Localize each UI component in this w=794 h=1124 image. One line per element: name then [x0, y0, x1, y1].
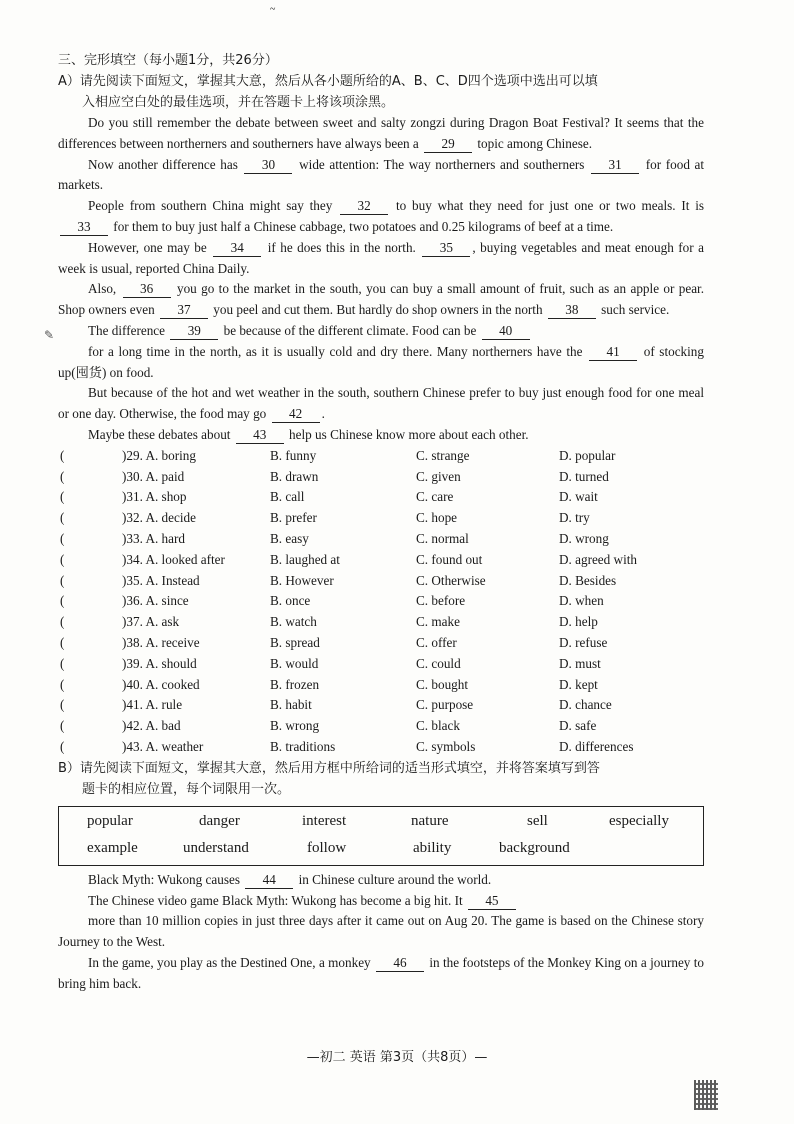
blank-34: 34: [213, 240, 261, 257]
answer-paren: (: [60, 468, 65, 484]
passage-text: you peel and cut them. But hardly do shop owners in the north: [213, 302, 543, 318]
answer-paren: (: [60, 489, 65, 505]
question-option-a: )32. A. decide: [122, 510, 196, 526]
blank-30: 30: [244, 157, 292, 174]
blank-40: 40: [482, 323, 530, 340]
passage-paragraph-2: [58, 155, 704, 197]
question-option-b: B. traditions: [270, 738, 336, 754]
question-option-a: )34. A. looked after: [122, 551, 225, 567]
question-option-d: D. wrong: [559, 530, 609, 546]
word-box-item: sell: [527, 812, 548, 829]
question-option-b: B. watch: [270, 614, 317, 630]
question-option-d: D. kept: [559, 676, 598, 692]
word-box-item: example: [87, 839, 138, 856]
question-option-d: D. safe: [559, 718, 597, 734]
passage-b-line-2: [58, 891, 704, 912]
question-option-c: C. could: [416, 655, 461, 671]
question-option-a: )40. A. cooked: [122, 676, 200, 692]
exam-page: [58, 50, 704, 994]
passage-text: topic among Chinese.: [477, 135, 593, 151]
passage-text: Maybe these debates about: [88, 426, 231, 442]
question-option-a: )30. A. paid: [122, 468, 185, 484]
question-option-c: C. strange: [416, 447, 470, 463]
passage-paragraph-4: [58, 238, 704, 280]
question-option-c: C. purpose: [416, 697, 474, 713]
question-option-c: C. before: [416, 593, 466, 609]
question-row: [58, 633, 704, 654]
question-row: [58, 550, 704, 571]
word-box-item: background: [499, 839, 570, 856]
section-title: 三、完形填空（每小题1分，共26分）: [58, 53, 278, 68]
passage-text: In the game, you play as the Destined One, a monkey: [88, 954, 371, 970]
question-row: [58, 716, 704, 737]
part-a-instruction-line1: A）请先阅读下面短文，掌握其大意，然后从各小题所给的A、B、C、D四个选项中选出可以填: [58, 74, 598, 89]
question-option-c: C. symbols: [416, 738, 476, 754]
word-box-item: especially: [609, 812, 669, 829]
question-option-c: C. care: [416, 489, 454, 505]
question-option-d: D. must: [559, 655, 601, 671]
question-option-a: )38. A. receive: [122, 634, 200, 650]
question-list: [58, 446, 704, 758]
question-option-a: )35. A. Instead: [122, 572, 200, 588]
question-option-c: C. bought: [416, 676, 469, 692]
question-row: [58, 737, 704, 758]
passage-text: People from southern China might say they: [88, 198, 333, 214]
question-option-d: D. agreed with: [559, 551, 637, 567]
question-option-b: B. funny: [270, 447, 317, 463]
passage-paragraph-8: [58, 383, 704, 425]
passage-text: in Chinese culture around the world.: [298, 871, 492, 887]
question-option-b: B. call: [270, 489, 305, 505]
blank-32: 32: [340, 198, 388, 215]
question-option-d: D. popular: [559, 447, 616, 463]
passage-text: to buy what they need for just one or two meals. It is: [395, 198, 705, 214]
question-option-c: C. make: [416, 614, 460, 630]
passage-text: Do you still remember the debate between sweet and salty zongzi during Dragon Boat Festival? It seems that the differences between northerners and southerners have always been a: [58, 115, 704, 151]
question-option-b: B. easy: [270, 530, 309, 546]
passage-text: if he does this in the north.: [267, 239, 416, 255]
passage-text: in the footsteps of the Monkey King on a journey to bring him back.: [58, 954, 705, 991]
question-option-c: C. given: [416, 468, 461, 484]
passage-text: help us Chinese know more about each other.: [289, 426, 529, 442]
question-row: [58, 571, 704, 592]
blank-31: 31: [591, 157, 639, 174]
question-option-c: C. hope: [416, 510, 458, 526]
answer-paren: (: [60, 738, 65, 754]
question-option-b: B. However: [270, 572, 334, 588]
passage-text: for a long time in the north, as it is usually cold and dry there. Many northerners have the: [88, 343, 583, 359]
question-option-d: D. refuse: [559, 634, 608, 650]
word-box: [58, 806, 704, 866]
question-option-b: B. would: [270, 655, 319, 671]
question-option-a: )36. A. since: [122, 593, 189, 609]
blank-37: 37: [160, 302, 208, 319]
answer-paren: (: [60, 593, 65, 609]
blank-45: 45: [468, 893, 516, 910]
question-option-b: B. prefer: [270, 510, 317, 526]
blank-38: 38: [548, 302, 596, 319]
question-option-c: C. offer: [416, 634, 457, 650]
top-mark: ~: [270, 4, 276, 15]
answer-paren: (: [60, 551, 65, 567]
question-row: [58, 675, 704, 696]
question-row: [58, 508, 704, 529]
passage-paragraph-1: [58, 113, 704, 155]
passage-text: of stocking up(囤货) on food.: [58, 343, 704, 380]
passage-text: The difference: [88, 322, 165, 338]
word-box-item: follow: [307, 839, 347, 856]
question-option-d: D. chance: [559, 697, 612, 713]
word-box-item: ability: [413, 839, 452, 856]
blank-43: 43: [236, 427, 284, 444]
word-box-item: understand: [183, 839, 249, 856]
question-option-b: B. wrong: [270, 718, 320, 734]
question-row: [58, 446, 704, 467]
question-row: [58, 529, 704, 550]
word-box-item: interest: [302, 812, 347, 829]
answer-paren: (: [60, 655, 65, 671]
question-option-a: )37. A. ask: [122, 614, 180, 630]
answer-paren: (: [60, 634, 65, 650]
question-option-b: B. once: [270, 593, 311, 609]
question-option-a: )39. A. should: [122, 655, 197, 671]
page-footer: —初二 英语 第3页（共8页）—: [306, 1050, 488, 1065]
passage-paragraph-5: [58, 279, 704, 321]
question-option-d: D. differences: [559, 738, 634, 754]
passage-text: .: [321, 406, 325, 422]
pen-mark-icon: ✎: [44, 328, 55, 342]
passage-text: such service.: [601, 302, 670, 318]
answer-paren: (: [60, 676, 65, 692]
question-option-a: )29. A. boring: [122, 447, 196, 463]
passage-b-line-4: [58, 953, 704, 995]
answer-paren: (: [60, 697, 65, 713]
answer-paren: (: [60, 447, 65, 463]
question-option-c: C. normal: [416, 530, 469, 546]
passage-text: Black Myth: Wukong causes: [88, 871, 240, 887]
passage-paragraph-3: [58, 196, 704, 238]
blank-46: 46: [376, 955, 424, 972]
blank-29: 29: [424, 136, 472, 153]
question-row: [58, 695, 704, 716]
question-option-d: D. help: [559, 614, 598, 630]
blank-33: 33: [60, 219, 108, 236]
passage-paragraph-6: [58, 321, 704, 342]
passage-text: more than 10 million copies in just three days after it came out on Aug 20. The game is based on the Chinese story Journey to the West.: [58, 913, 704, 950]
question-option-a: )31. A. shop: [122, 489, 187, 505]
part-a-instruction: [58, 71, 704, 113]
passage-text: But because of the hot and wet weather in the south, southern Chinese prefer to buy just enough food for one meal or one day. Otherwise, the food may go: [58, 385, 704, 422]
question-row: [58, 612, 704, 633]
question-option-a: )33. A. hard: [122, 530, 185, 546]
blank-42: 42: [272, 406, 320, 423]
question-row: [58, 591, 704, 612]
question-option-d: D. wait: [559, 489, 598, 505]
question-option-c: C. black: [416, 718, 460, 734]
passage-text: be because of the different climate. Food can be: [223, 322, 477, 338]
question-option-d: D. Besides: [559, 572, 617, 588]
question-option-a: )41. A. rule: [122, 697, 183, 713]
part-a-instruction-line2: 入相应空白处的最佳选项，并在答题卡上将该项涂黑。: [82, 95, 395, 110]
qr-code-icon: [694, 1080, 718, 1110]
passage-text: Also,: [88, 281, 117, 297]
question-option-b: B. frozen: [270, 676, 320, 692]
question-option-b: B. drawn: [270, 468, 319, 484]
passage-text: The Chinese video game Black Myth: Wukong has become a big hit. It: [88, 892, 463, 908]
answer-paren: (: [60, 530, 65, 546]
passage-text: you go to the market in the south, you can buy a small amount of fruit, such as an apple or pear. Shop owners even: [58, 281, 705, 318]
passage-b-line-1: [58, 870, 704, 891]
answer-paren: (: [60, 510, 65, 526]
blank-44: 44: [245, 872, 293, 889]
passage-text: wide attention: The way northerners and southerners: [299, 156, 585, 172]
question-row: [58, 654, 704, 675]
passage-b-line-3: [58, 911, 704, 953]
passage-paragraph-9: [58, 425, 704, 446]
question-option-a: )42. A. bad: [122, 718, 181, 734]
passage-text: , buying vegetables and meat enough for a week is usual, reported China Daily.: [58, 239, 705, 276]
passage-paragraph-7: [58, 342, 704, 384]
word-box-item: danger: [199, 812, 240, 829]
passage-text: for food at markets.: [58, 156, 705, 193]
question-option-d: D. when: [559, 593, 604, 609]
part-b-instruction-line1: B）请先阅读下面短文，掌握其大意，然后用方框中所给词的适当形式填空，并将答案填写到答: [58, 760, 600, 776]
part-b-instruction: [58, 758, 704, 800]
question-option-d: D. turned: [559, 468, 609, 484]
word-box-item: nature: [411, 812, 449, 829]
question-option-d: D. try: [559, 510, 590, 526]
question-row: [58, 487, 704, 508]
question-option-b: B. spread: [270, 634, 320, 650]
answer-paren: (: [60, 718, 65, 734]
question-option-a: )43. A. weather: [122, 738, 204, 754]
question-option-c: C. Otherwise: [416, 572, 486, 588]
answer-paren: (: [60, 614, 65, 630]
passage-text: for them to buy just half a Chinese cabbage, two potatoes and 0.25 kilograms of beef at a time.: [113, 218, 614, 234]
question-option-b: B. laughed at: [270, 551, 340, 567]
blank-39: 39: [170, 323, 218, 340]
part-b-instruction-line2: 题卡的相应位置，每个词限用一次。: [82, 781, 291, 797]
blank-35: 35: [422, 240, 470, 257]
question-option-b: B. habit: [270, 697, 312, 713]
question-option-c: C. found out: [416, 551, 483, 567]
blank-41: 41: [589, 344, 637, 361]
question-row: [58, 467, 704, 488]
passage-text: However, one may be: [88, 239, 207, 255]
passage-text: Now another difference has: [88, 156, 238, 172]
blank-36: 36: [123, 281, 171, 298]
word-box-item: popular: [87, 812, 133, 829]
answer-paren: (: [60, 572, 65, 588]
